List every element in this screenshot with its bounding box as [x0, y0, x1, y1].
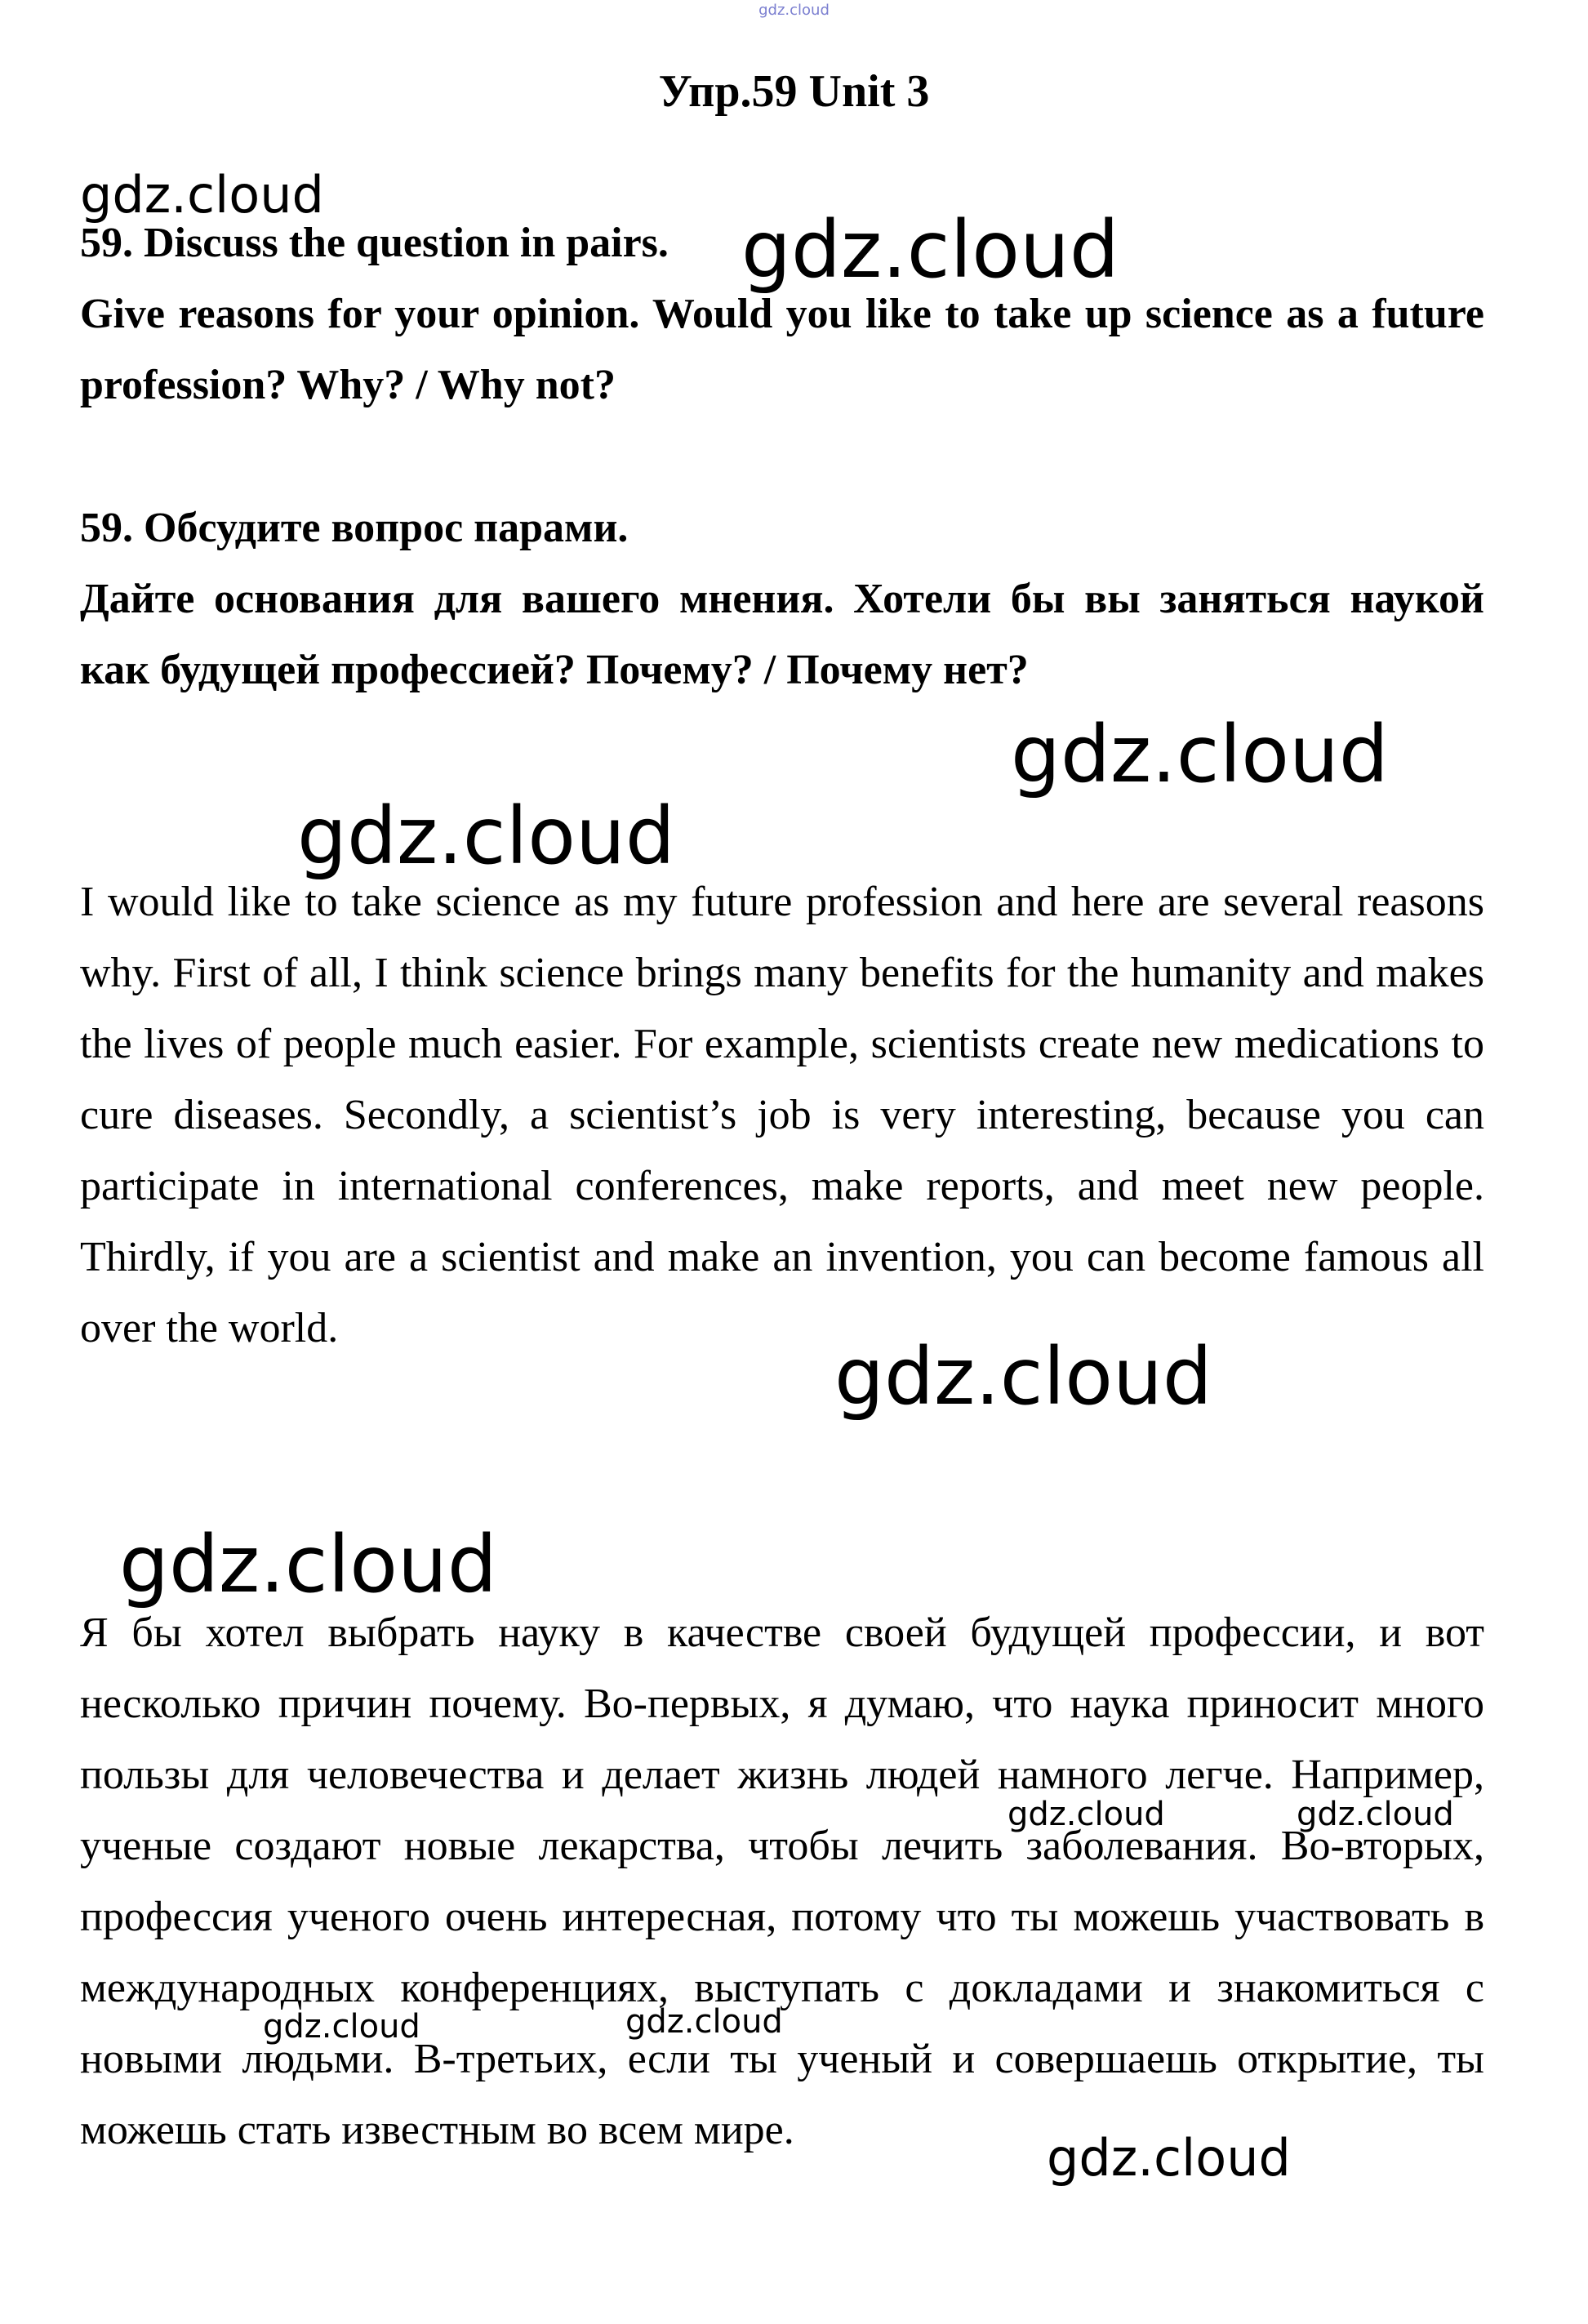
watermark: gdz.cloud — [119, 1519, 497, 1610]
page-title: Упр.59 Unit 3 — [658, 66, 930, 117]
answer-en — [80, 866, 1484, 1364]
task-en-heading: 59. Discuss the question in pairs. — [80, 220, 669, 266]
watermark: gdz.cloud — [834, 1331, 1212, 1422]
watermark: gdz.cloud — [741, 204, 1119, 296]
watermark: gdz.cloud — [263, 2008, 420, 2046]
task-ru — [80, 492, 1484, 706]
answer-en-text: I would like to take science as my future profession and here are several reasons why. First of all, I think science brings many benefits for the humanity and makes the lives of people much easier. For example, scientists create new medications to cure diseases. Secondly, a scientist’s job is very interesting, because you can participate in international conferences, make reports, and meet new people. Thirdly, if you are a scientist and make an invention, you can become famous all over the world. — [80, 879, 1484, 1351]
task-ru-heading: 59. Обсудите вопрос парами. — [80, 505, 629, 551]
watermark: gdz.cloud — [1047, 2128, 1291, 2188]
answer-ru — [80, 1597, 1484, 2166]
task-en-text: Give reasons for your opinion. Would you like to take up science as a future profession? Why? / Why not? — [80, 291, 1484, 408]
watermark: gdz.cloud — [1008, 1796, 1165, 1833]
task-ru-text: Дайте основания для вашего мнения. Хотели бы вы заняться наукой как будущей профессией? Почему? / Почему нет? — [80, 576, 1484, 693]
watermark: gdz.cloud — [1297, 1796, 1454, 1833]
watermark: gdz.cloud — [297, 790, 675, 882]
answer-ru-text: Я бы хотел выбрать науку в качестве своей будущей профессии, и вот несколько причин почему. Во-первых, я думаю, что наука приносит много пользы для человечества и делает жизнь людей намного легче. Например, ученые создают новые лекарства, чтобы лечить заболевания. Во-вторых, профессия ученого очень интересная, потому что ты можешь участвовать в международных конференциях, выступать с докладами и знакомиться с новыми людьми. В-третьих, если ты ученый и совершаешь открытие, ты можешь стать известным во всем мире. — [80, 1609, 1484, 2153]
watermark: gdz.cloud — [80, 165, 324, 225]
watermark: gdz.cloud — [625, 2003, 783, 2041]
watermark: gdz.cloud — [1011, 709, 1389, 800]
site-mark: gdz.cloud — [758, 2, 830, 19]
